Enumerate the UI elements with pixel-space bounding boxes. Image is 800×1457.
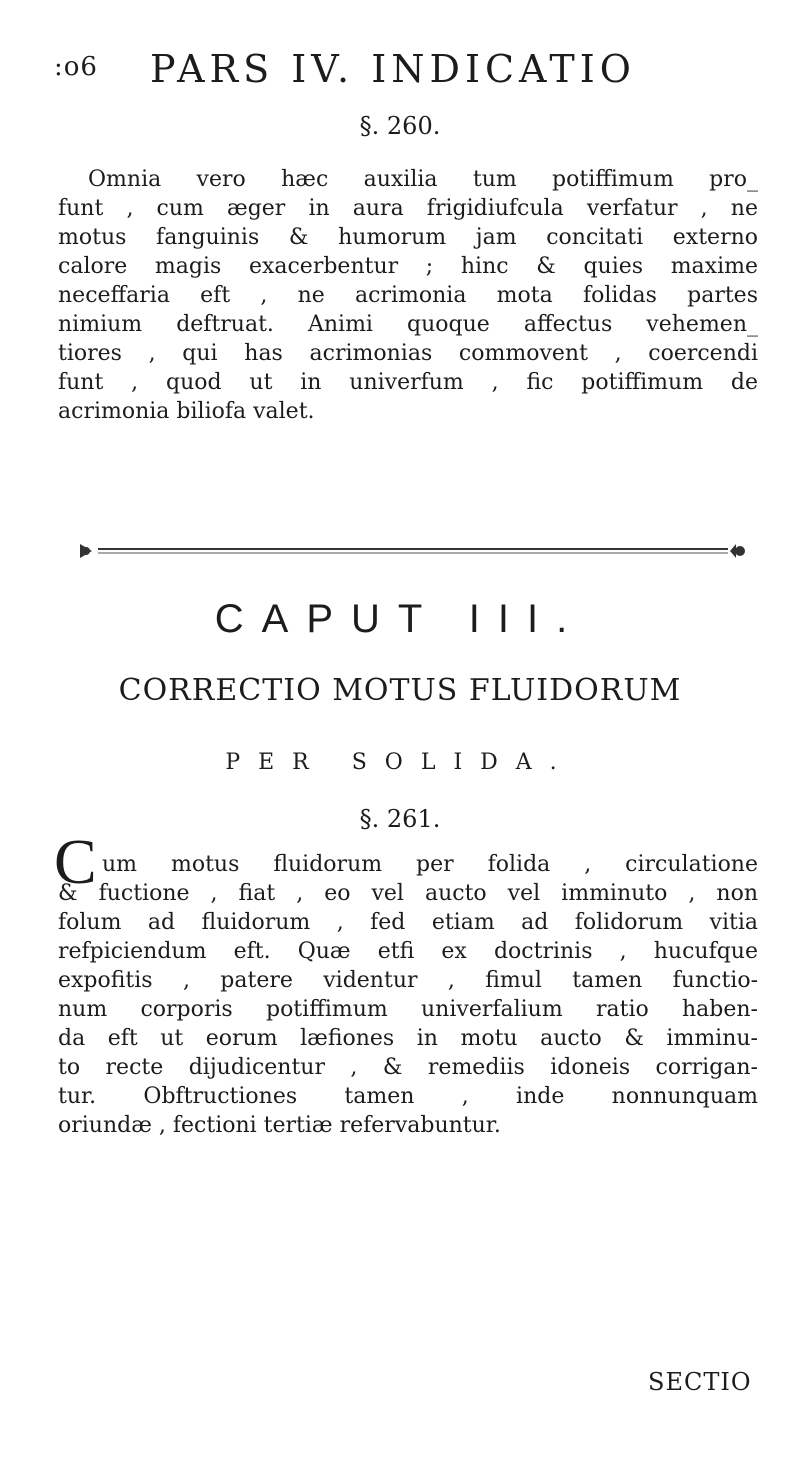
- chapter-subtitle: CORRECTIO MOTUS FLUIDORUM: [118, 673, 682, 708]
- paragraph-line: num corporis potiffimum univerfalium ratio haben-: [58, 997, 758, 1022]
- fleuron-left-icon: [80, 544, 92, 558]
- chapter-subtitle-2: PER SOLIDA.: [225, 750, 575, 775]
- paragraph-line: calore magis exacerbentur ; hinc & quies maxime: [58, 254, 758, 279]
- paragraph-line: refpiciendum eft. Quæ etfi ex doctrinis , hucufque: [58, 939, 758, 964]
- paragraph-line: tur. Obftructiones tamen , inde nonnunquam: [58, 1084, 758, 1109]
- paragraph-line: tiores , qui has acrimonias commovent , coercendi: [58, 341, 758, 366]
- paragraph-line: oriundæ , fectioni tertiæ refervabuntur.: [58, 1113, 501, 1138]
- section-mark-261: §. 261.: [359, 805, 441, 833]
- fleuron-right-icon: [730, 544, 745, 558]
- page-number: :o6: [54, 52, 98, 82]
- paragraph-line: expofitis , patere videntur , fimul tamen functio-: [58, 968, 758, 993]
- paragraph-261: [58, 850, 758, 1140]
- paragraph-line: neceffaria eft , ne acrimonia mota folidas partes: [58, 283, 758, 308]
- paragraph-line: motus fanguinis & humorum jam concitati externo: [58, 225, 758, 250]
- catchword: SECTIO: [648, 1368, 752, 1396]
- paragraph-line: & fuctione , fiat , eo vel aucto vel imminuto , non: [58, 881, 758, 906]
- paragraph-line: funt , quod ut in univerfum , fic potiffimum de: [58, 370, 758, 395]
- paragraph-line: um motus fluidorum per folida , circulatione: [102, 852, 758, 877]
- paragraph-line: to recte dijudicentur , & remediis idoneis corrigan-: [58, 1055, 758, 1080]
- chapter-title: CAPUT III.: [214, 597, 586, 641]
- running-head: PARS IV. INDICATIO: [150, 47, 636, 91]
- paragraph-line: nimium deftruat. Animi quoque affectus vehemen_: [58, 312, 758, 337]
- drop-cap: C: [54, 826, 97, 897]
- paragraph-line: da eft ut eorum læfiones in motu aucto & imminu-: [58, 1026, 758, 1051]
- ornament-rule: [78, 540, 750, 562]
- paragraph-line: Omnia vero hæc auxilia tum potiffimum pro_: [88, 167, 758, 192]
- section-mark-260: §. 260.: [359, 112, 441, 140]
- paragraph-line: folum ad fluidorum , fed etiam ad folidorum vitia: [58, 910, 758, 935]
- paragraph-260: [58, 165, 758, 426]
- paragraph-line: funt , cum æger in aura frigidiufcula verfatur , ne: [58, 196, 758, 221]
- paragraph-line: acrimonia biliofa valet.: [58, 399, 315, 424]
